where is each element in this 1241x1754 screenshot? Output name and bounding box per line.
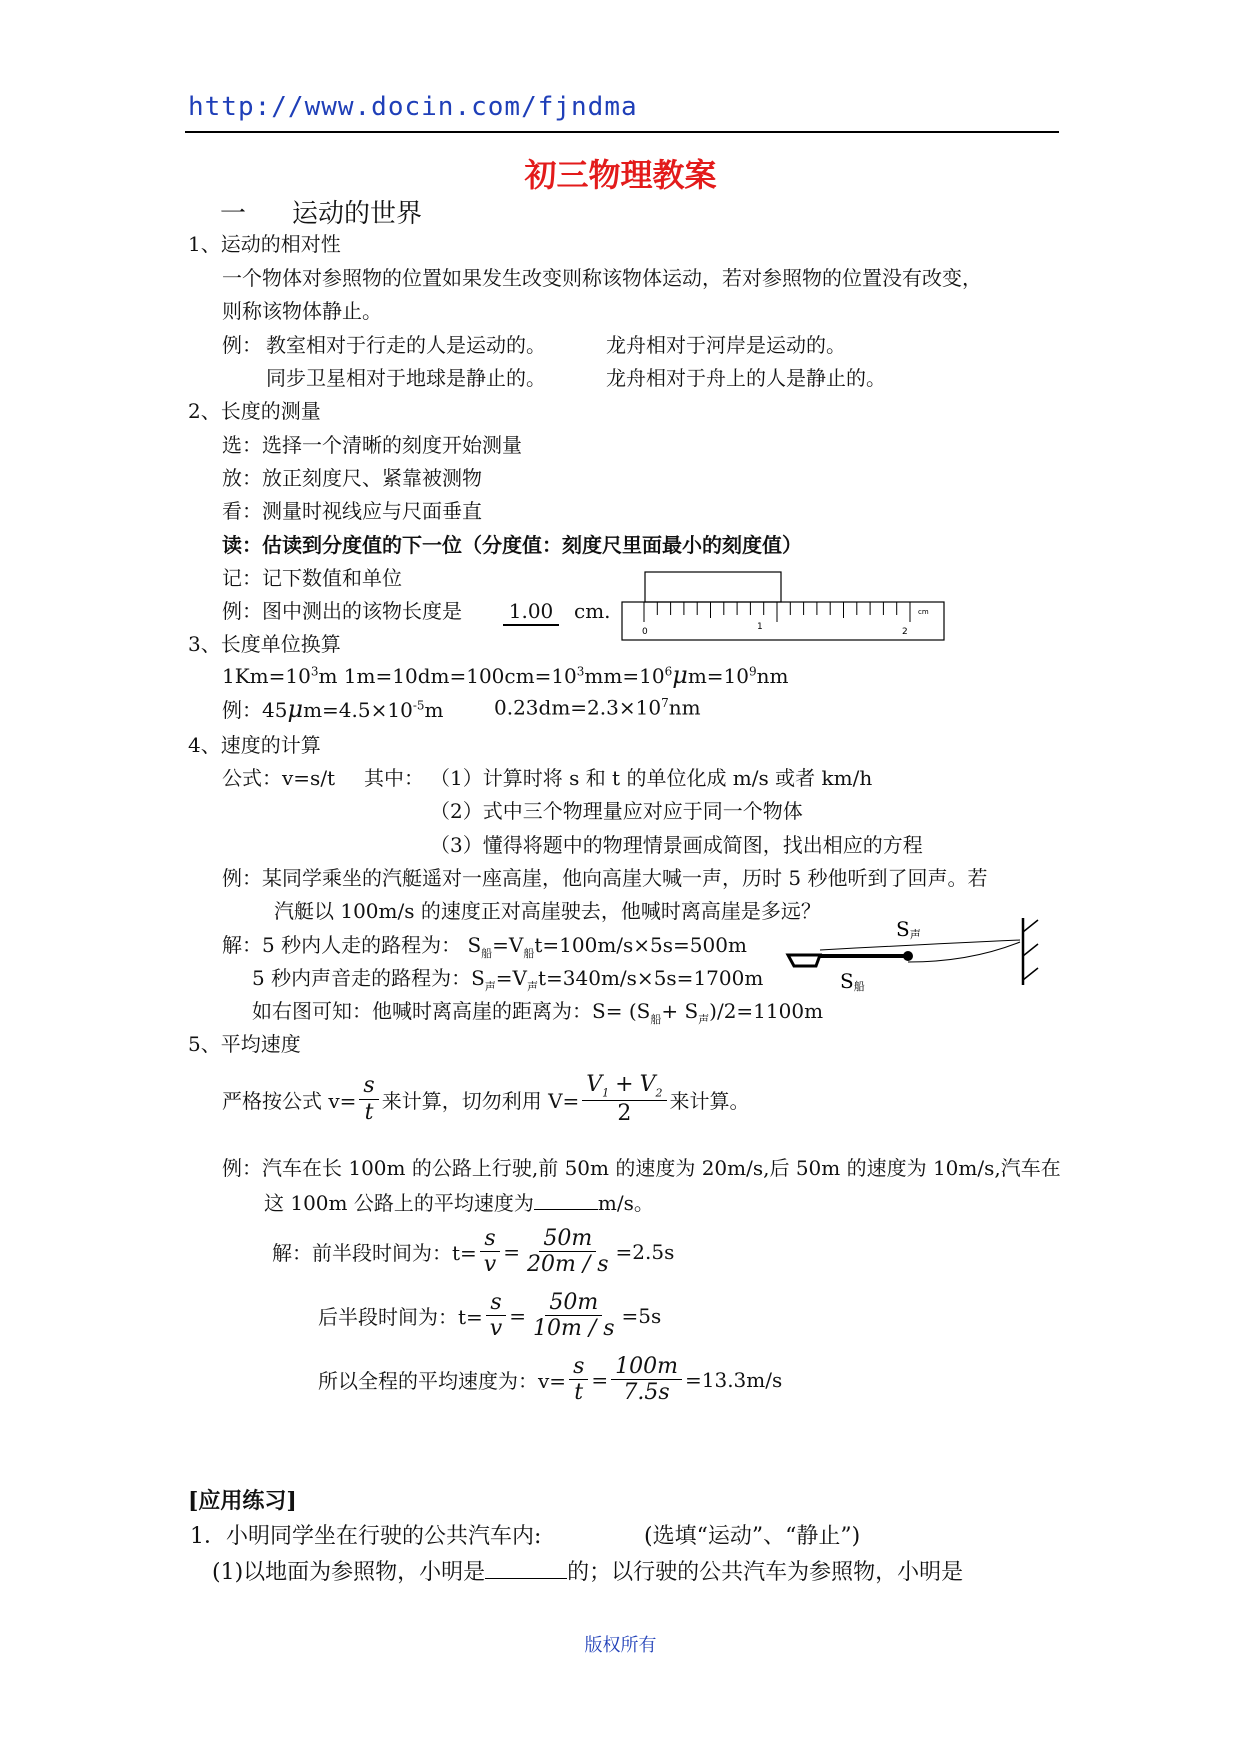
section2-step-record: 记：记下数值和单位 (222, 566, 402, 590)
measured-object (645, 572, 781, 602)
section2-example-unit: cm. (574, 599, 611, 623)
calc-result: =2.5s (615, 1239, 675, 1264)
frac-den: 7.5s (623, 1380, 670, 1406)
frac-s-v (480, 1226, 500, 1278)
answer-blank[interactable] (485, 1558, 567, 1579)
section1-example-2a: 同步卫星相对于地球是静止的。 (266, 366, 546, 390)
section2-step-place: 放：放正刻度尺、紧靠被测物 (222, 466, 482, 490)
frac-den: t (364, 1099, 374, 1125)
frac-num: 100m (611, 1354, 682, 1380)
conv-m: m 1m=10dm=100cm=10 (318, 664, 577, 688)
calc-label: 解：前半段时间为：t= (272, 1241, 477, 1266)
sol-text: t=100m/s×5s=500m (534, 933, 747, 957)
ruler-unit: cm (918, 608, 929, 616)
conv-exp: 6 (664, 664, 673, 679)
conv-exp: 7 (661, 696, 669, 710)
conv-um: m=10 (687, 664, 749, 688)
answer-blank[interactable] (534, 1191, 598, 1210)
header-divider (185, 131, 1059, 133)
ex-text: m/s。 (597, 1191, 654, 1215)
section4-solution-3 (252, 1001, 823, 1025)
sol-text: =V (495, 966, 527, 990)
ruler-label-0: 0 (642, 627, 648, 637)
section1-para2: 则称该物体静止。 (222, 299, 382, 323)
sol-sub: 船 (481, 947, 493, 960)
section5-calc-3: 所以全程的平均速度为：v= $\frac{s}{t}$ = $\frac{100m}{7.5s}$ =13.3m/s (318, 1354, 783, 1406)
calc-label: 后半段时间为：t= (318, 1305, 483, 1330)
frac-s-t (569, 1354, 588, 1406)
sol-sub: 船 (650, 1013, 662, 1026)
section3-example-b (494, 697, 701, 718)
fraction-v1-v2-over-2 (582, 1072, 666, 1126)
section1-example-prefix: 例： (222, 333, 262, 357)
boat-icon (788, 955, 820, 966)
section4-note2: （2）式中三个物理量应对应于同一个物体 (430, 799, 803, 823)
conv-km: 1Km=10 (222, 664, 311, 688)
frac-den: 20m / s (527, 1252, 609, 1278)
practice-q1: 1．小明同学坐在行驶的公共汽车内: (190, 1524, 542, 1549)
conv-nm: nm (756, 664, 789, 688)
sol-text: =V (492, 933, 524, 957)
rule-text: 来计算，切勿利用 V= (381, 1088, 580, 1113)
section4-example-line2: 汽艇以 100m/s 的速度正对高崖驶去，他喊时离高崖是多远？ (274, 899, 821, 923)
section2-example-text: 例：图中测出的该物长度是 (222, 599, 462, 623)
section1-heading: 1、运动的相对性 (188, 232, 341, 256)
section2-step-read: 读：估读到分度值的下一位（分度值：刻度尺里面最小的刻度值） (222, 533, 802, 557)
page-title: 初三物理教案 (524, 156, 717, 194)
calc-result: =5s (621, 1303, 662, 1328)
label-s-sound: S声 (896, 917, 921, 941)
frac-den: v (489, 1316, 503, 1342)
section1-para1: 一个物体对参照物的位置如果发生改变则称该物体运动，若对参照物的位置没有改变， (222, 266, 982, 290)
section2-step-select: 选：选择一个清晰的刻度开始测量 (222, 433, 522, 457)
footer-copyright: 版权所有 (584, 1635, 657, 1656)
section3-conversion (222, 663, 788, 687)
mu-symbol: μ (672, 661, 688, 689)
calc-result: =13.3m/s (684, 1367, 783, 1392)
frac-num: 50m (539, 1226, 596, 1252)
frac-values (529, 1290, 619, 1342)
chapter-name: 运动的世界 (292, 199, 423, 229)
frac-num: s (359, 1073, 378, 1099)
conv-example-prefix: 例：45 (222, 698, 288, 722)
sol-sub: 声 (527, 980, 538, 993)
section5-heading: 5、平均速度 (188, 1032, 301, 1056)
conv-exp: 3 (576, 664, 585, 679)
section5-calc-1: 解：前半段时间为：t= $\frac{s}{v}$ = $\frac{50m}{20m / s}$ =2.5s (272, 1226, 675, 1278)
frac-num: 50m (545, 1290, 602, 1316)
sol-sub: 声 (484, 980, 496, 993)
practice-heading: [应用练习] (188, 1488, 297, 1514)
conv-unit: m (424, 698, 444, 722)
section3-example-a (222, 697, 443, 721)
practice-q1-part1 (212, 1555, 963, 1586)
ruler-figure (620, 570, 948, 642)
frac-den: v (483, 1252, 497, 1278)
section2-example-value: 1.00 (503, 601, 559, 626)
sol-text: t=340m/s×5s=1700m (538, 966, 764, 990)
echo-figure (780, 910, 1050, 1002)
ex-text: 这 100m 公路上的平均速度为 (264, 1191, 534, 1215)
header-url[interactable]: http://www.docin.com/fjndma (188, 92, 638, 122)
plus: + (615, 1072, 634, 1097)
rule-text: 来计算。 (669, 1088, 750, 1113)
conv-exp: 3 (310, 664, 319, 679)
section4-formula: 公式：v=s/t (222, 766, 336, 790)
section5-calc-2: 后半段时间为：t= $\frac{s}{v}$ = $\frac{50m}{10m / s}$ =5s (318, 1290, 662, 1342)
chapter-number: 一 (220, 199, 247, 229)
section1-example-1b: 龙舟相对于河岸是运动的。 (606, 333, 846, 357)
frac-values (611, 1354, 682, 1406)
v1: V (586, 1072, 603, 1097)
section4-heading: 4、速度的计算 (188, 733, 321, 757)
section5-example-line1: 例：汽车在长 100m 的公路上行驶,前 50m 的速度为 20m/s,后 50m 的速度为 10m/s,汽车在 (222, 1156, 1061, 1180)
conv-exp: 9 (748, 664, 757, 679)
section4-note1: （1）计算时将 s 和 t 的单位化成 m/s 或者 km/h (430, 766, 873, 790)
v2-sub: 2 (655, 1086, 663, 1100)
sol-text: 如右图可知：他喊时离高崖的距离为：S= (S (252, 999, 651, 1023)
sound-path-out (820, 940, 1020, 950)
v1-sub: 1 (602, 1086, 610, 1100)
sol-sub: 声 (698, 1013, 710, 1026)
frac-den: 2 (617, 1101, 632, 1127)
section2-step-look: 看：测量时视线应与尺面垂直 (222, 499, 482, 523)
conv-example-a: m=4.5×10 (303, 698, 413, 722)
frac-num: s (480, 1226, 499, 1252)
section1-example-2b: 龙舟相对于舟上的人是静止的。 (606, 366, 886, 390)
section4-note3: （3）懂得将题中的物理情景画成简图，找出相应的方程 (430, 833, 923, 857)
sol-text: + S (661, 999, 699, 1023)
frac-den: t (574, 1380, 584, 1406)
sol-text: 解：5 秒内人走的路程为： S (222, 933, 482, 957)
practice-q1-hint: (选填“运动”、“静止”) (644, 1524, 861, 1549)
label-s-boat: S船 (840, 969, 865, 993)
frac-num (582, 1072, 666, 1101)
sol-text: )/2=1100m (709, 999, 824, 1023)
ruler-label-1: 1 (757, 622, 763, 632)
frac-num: s (486, 1290, 505, 1316)
conv-unit: nm (668, 695, 701, 720)
section4-example-line1: 例：某同学乘坐的汽艇遥对一座高崖，他向高崖大喊一声，历时 5 秒他听到了回声。若 (222, 866, 988, 890)
position-dot (903, 951, 913, 961)
v2: V (639, 1072, 656, 1097)
q-text: 的；以行驶的公共汽车为参照物，小明是 (567, 1560, 964, 1585)
conv-exp: -5 (412, 698, 425, 713)
cliff-hatching (1023, 920, 1038, 980)
rule-text: 严格按公式 v= (222, 1088, 357, 1113)
fraction-s-over-t (359, 1073, 378, 1125)
calc-label: 所以全程的平均速度为：v= (318, 1369, 567, 1394)
section3-heading: 3、长度单位换算 (188, 632, 341, 656)
section5-rule (222, 1072, 750, 1126)
frac-values (523, 1226, 613, 1278)
conv-example-b: 0.23dm=2.3×10 (494, 695, 662, 720)
ruler-label-2: 2 (902, 627, 908, 637)
section5-example-line2 (264, 1191, 654, 1213)
sol-text: 5 秒内声音走的路程为：S (252, 966, 485, 990)
conv-mm: mm=10 (584, 664, 665, 688)
q-text: (1)以地面为参照物，小明是 (212, 1560, 486, 1585)
frac-num: s (569, 1354, 588, 1380)
frac-s-v (486, 1290, 506, 1342)
mu-symbol: μ (287, 695, 304, 723)
frac-den: 10m / s (533, 1316, 615, 1342)
section2-heading: 2、长度的测量 (188, 399, 321, 423)
section4-solution-2 (252, 968, 763, 992)
sol-sub: 船 (523, 947, 535, 960)
section1-example-1a: 教室相对于行走的人是运动的。 (266, 333, 546, 357)
section4-solution-1 (222, 935, 747, 959)
section4-among: 其中： (364, 766, 424, 790)
